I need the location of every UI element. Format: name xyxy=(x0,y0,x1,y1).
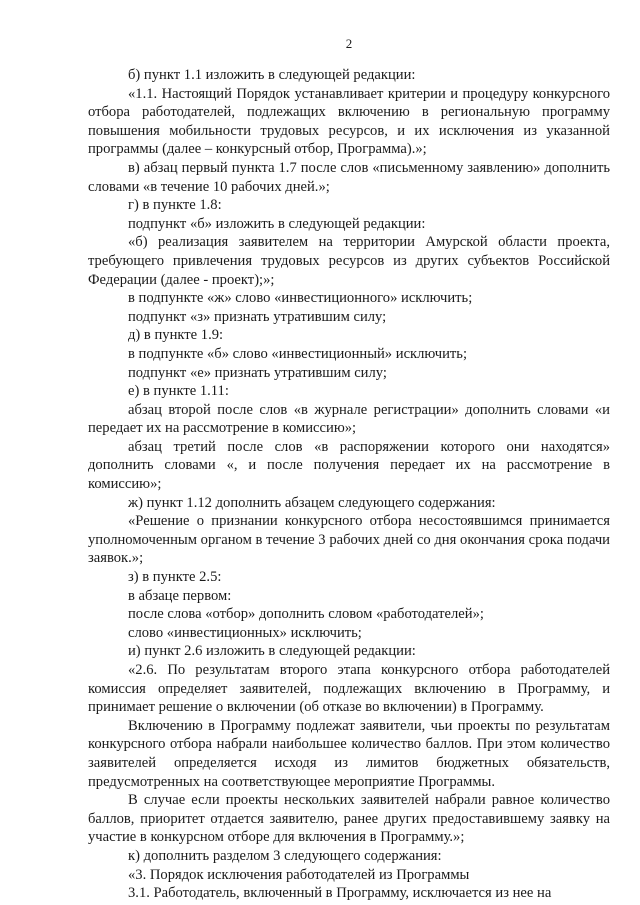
paragraph: в подпункте «ж» слово «инвестиционного» исключить; xyxy=(128,290,473,307)
paragraph: в подпункте «б» слово «инвестиционный» исключить; xyxy=(128,345,467,362)
paragraph: в) абзац первый пункта 1.7 после слов «письменному заявлению» дополнить словами «в течение 10 рабочих дней.»; xyxy=(88,159,610,195)
paragraph: з) в пункте 2.5: xyxy=(128,569,222,586)
paragraph: «2.6. По результатам второго этапа конкурсного отбора работодателей комиссия определяет заявителей, подлежащих включению в Программу, и принимает решение о включении (об отказе во включении) в Программу. xyxy=(88,662,610,716)
paragraph: «1.1. Настоящий Порядок устанавливает критерии и процедуру конкурсного отбора работодателей, подлежащих включению в региональную программу повышения мобильности трудовых ресурсов, и их исключения из указанной программы (далее – конкурсный отбор, Программа).»; xyxy=(88,85,610,158)
paragraph: и) пункт 2.6 изложить в следующей редакции: xyxy=(128,643,416,660)
paragraph: после слова «отбор» дополнить словом «работодателей»; xyxy=(128,606,484,623)
paragraph: «б) реализация заявителем на территории Амурской области проекта, требующего привлечения трудовых ресурсов из других субъектов Российской Федерации (далее - проект);»; xyxy=(88,234,610,288)
paragraph: к) дополнить разделом 3 следующего содержания: xyxy=(128,847,442,864)
paragraph: б) пункт 1.1 изложить в следующей редакции: xyxy=(128,67,416,83)
paragraph: ж) пункт 1.12 дополнить абзацем следующего содержания: xyxy=(128,494,496,511)
paragraph: слово «инвестиционных» исключить; xyxy=(128,624,362,641)
paragraph: подпункт «з» признать утратившим силу; xyxy=(128,308,387,325)
paragraph: подпункт «б» изложить в следующей редакции: xyxy=(128,215,426,232)
paragraph: 3.1. Работодатель, включенный в Программу, исключается из нее на xyxy=(128,885,552,902)
paragraph: в абзаце первом: xyxy=(128,587,232,604)
document-body xyxy=(88,66,610,903)
paragraph: е) в пункте 1.11: xyxy=(128,383,229,400)
paragraph: абзац третий после слов «в распоряжении которого они находятся» дополнить словами «, и после получения передает их на рассмотрение в комиссию»; xyxy=(88,438,610,493)
paragraph: абзац второй после слов «в журнале регистрации» дополнить словами «и передает их на рассмотрение в комиссию»; xyxy=(88,401,610,437)
page-number: 2 xyxy=(345,36,353,51)
paragraph: «3. Порядок исключения работодателей из Программы xyxy=(128,866,470,883)
paragraph: г) в пункте 1.8: xyxy=(128,197,222,214)
paragraph: «Решение о признании конкурсного отбора несостоявшимся принимается уполномоченным органом в течение 3 рабочих дней со дня окончания срока подачи заявок.»; xyxy=(88,513,610,567)
paragraph: В случае если проекты нескольких заявителей набрали равное количество баллов, приоритет отдается заявителю, ранее других предоставившему заявку на участие в конкурсном отборе для включения в Программу.»; xyxy=(88,792,610,846)
paragraph: Включению в Программу подлежат заявители, чьи проекты по результатам конкурсного отбора набрали наибольшее количество баллов. При этом количество заявителей определяется исходя из лимитов бюджетных обязательств, предусмотренных на соответствующее мероприятие Программы. xyxy=(88,717,610,790)
paragraph: д) в пункте 1.9: xyxy=(128,327,224,344)
paragraph: подпункт «е» признать утратившим силу; xyxy=(128,364,387,381)
